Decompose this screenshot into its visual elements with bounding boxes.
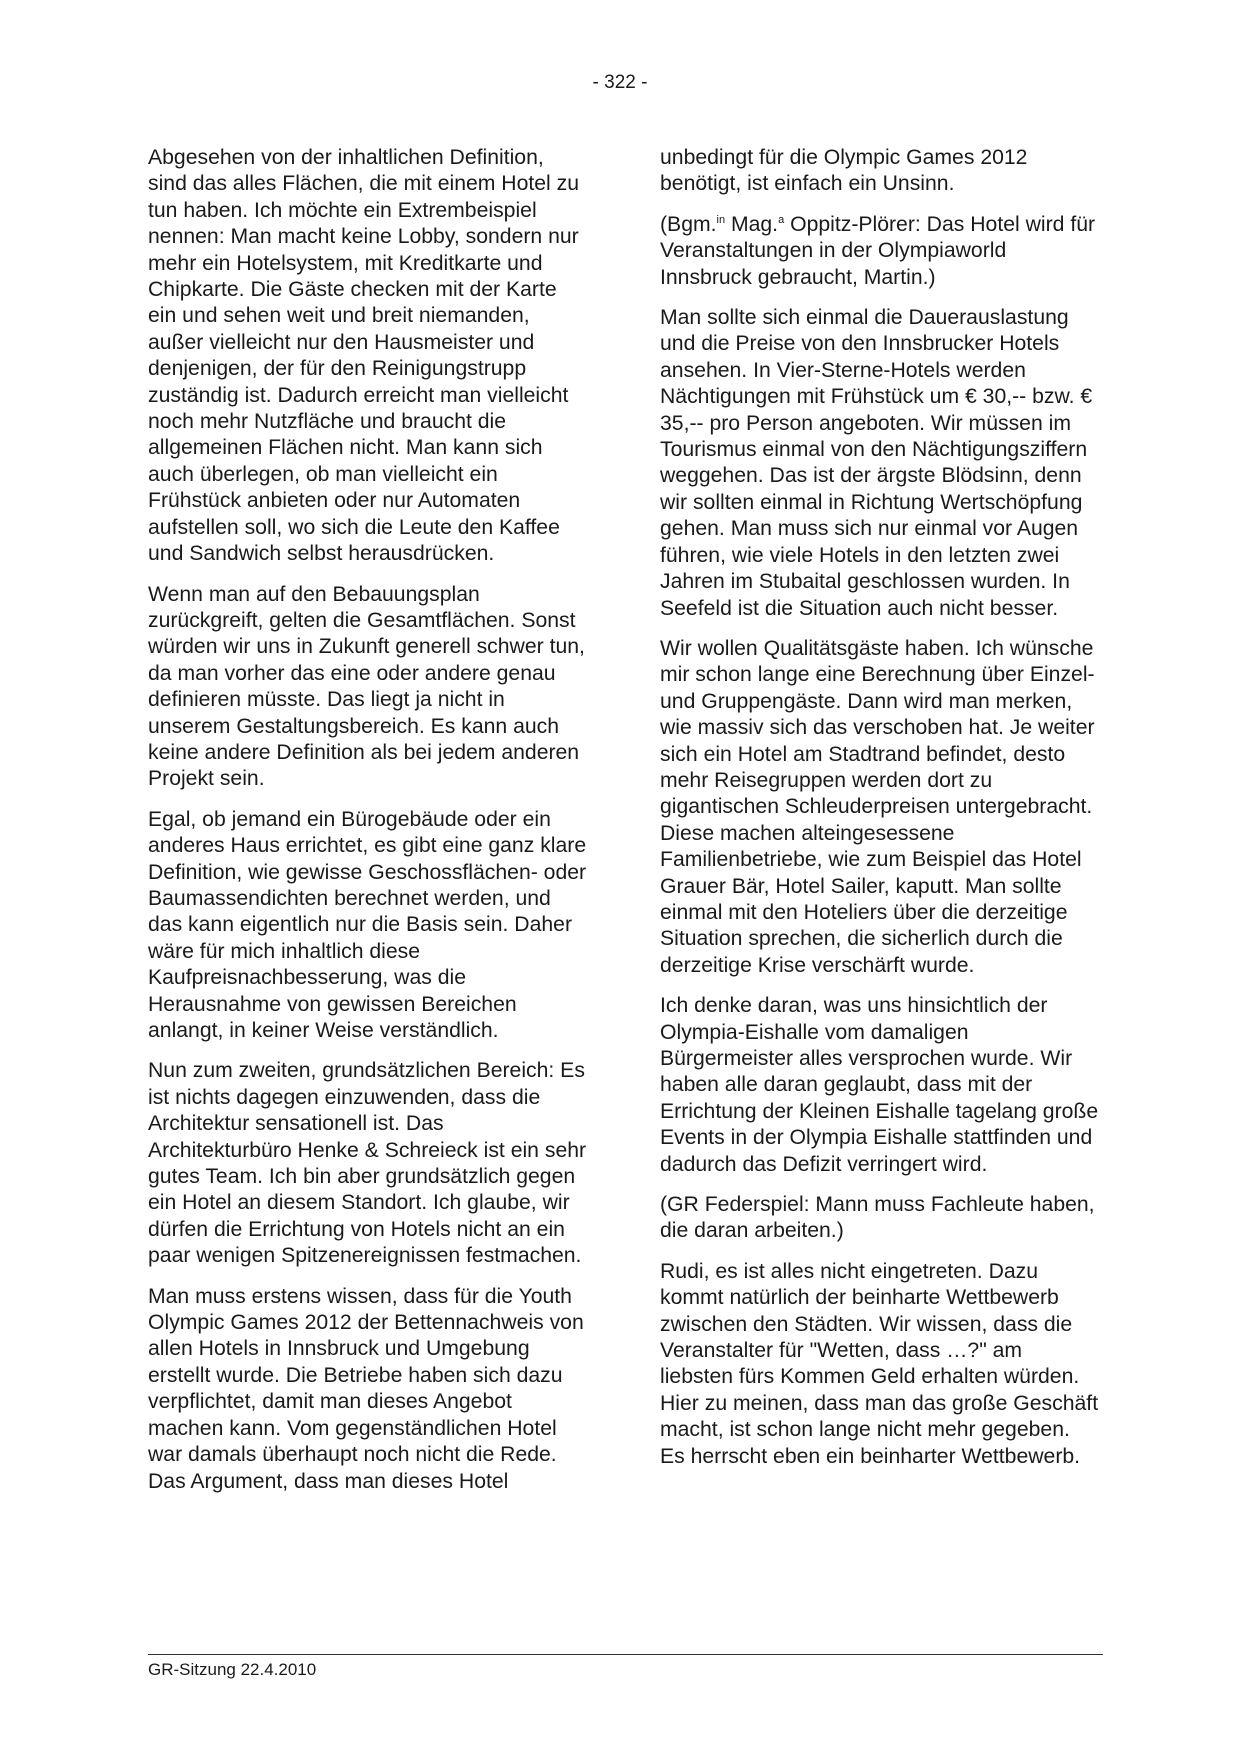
interjection-text: (Bgm. — [660, 212, 717, 236]
right-column — [660, 145, 1100, 1484]
paragraph: Man muss erstens wissen, dass für die Youth Olympic Games 2012 der Bettennachweis von allen Hotels in Innsbruck und Umgebung erstellt wurde. Die Betriebe haben sich dazu verpflichtet, damit man dieses Angebot machen kann. Vom gegenständlichen Hotel war damals überhaupt noch nicht die Rede. Das Argument, dass man dieses Hotel — [148, 1284, 584, 1493]
paragraph: Abgesehen von der inhaltlichen Definition, sind das alles Flächen, die mit einem Hotel zu tun haben. Ich möchte ein Extrembeispiel nennen: Man macht keine Lobby, sondern nur mehr ein Hotelsystem, mit Kreditkarte und Chipkarte. Die Gäste checken mit der Karte ein und sehen weit und breit niemanden, außer vielleicht nur den Hausmeister und denjenigen, der für den Reinigungstrupp zuständig ist. Dadurch erreicht man vielleicht noch mehr Nutzfläche und braucht die allgemeinen Flächen nicht. Man kann sich auch überlegen, ob man vielleicht ein Frühstück anbieten oder nur Automaten aufstellen soll, wo sich die Leute den Kaffee und Sandwich selbst herausdrücken. — [148, 146, 580, 566]
interjection-paragraph — [660, 212, 1100, 291]
footer-text: GR-Sitzung 22.4.2010 — [148, 1660, 317, 1679]
paragraph: Wir wollen Qualitätsgäste haben. Ich wünsche mir schon lange eine Berechnung über Einzel- und Gruppengäste. Dann wird man merken, wie massiv sich das verschoben hat. Je weiter sich ein Hotel am Stadtrand befindet, desto mehr Reisegruppen werden dort zu gigantischen Schleuderpreisen untergebracht. Diese machen alteingesessene Familienbetriebe, wie zum Beispiel das Hotel Grauer Bär, Hotel Sailer, kaputt. Man sollte einmal mit den Hoteliers über die derzeitige Situation sprechen, die sicherlich durch die derzeitige Krise verschärft wurde. — [660, 636, 1095, 977]
interjection-text: Mag. — [725, 212, 779, 236]
page-number: - 322 - — [592, 72, 648, 93]
paragraph: unbedingt für die Olympic Games 2012 benötigt, ist einfach ein Unsinn. — [660, 146, 1028, 196]
paragraph: Ich denke daran, was uns hinsichtlich der Olympia-Eishalle vom damaligen Bürgermeister alles versprochen wurde. Wir haben alle daran geglaubt, dass mit der Errichtung der Kleinen Eishalle tagelang große Events in der Olympia Eishalle stattfinden und dadurch das Defizit verringert wird. — [660, 994, 1099, 1176]
paragraph: Man sollte sich einmal die Dauerauslastung und die Preise von den Innsbrucker Hotels ansehen. In Vier-Sterne-Hotels werden Nächtigungen mit Frühstück um € 30,-- bzw. € 35,-- pro Person angeboten. Wir müssen im Tourismus einmal von den Nächtigungsziffern weggehen. Das ist der ärgste Blödsinn, denn wir sollten einmal in Richtung Wertschöpfung gehen. Man muss sich nur einmal vor Augen führen, wie viele Hotels in den letzten zwei Jahren im Stubaital geschlossen wurden. In Seefeld ist die Situation auch nicht besser. — [660, 306, 1093, 620]
left-column — [148, 145, 588, 1509]
paragraph: Egal, ob jemand ein Bürogebäude oder ein anderes Haus errichtet, es gibt eine ganz klare Definition, wie gewisse Geschossflächen- oder Baumassendichten berechnet werden, und das kann eigentlich nur die Basis sein. Daher wäre für mich inhaltlich diese Kaufpreisnachbesserung, was die Herausnahme von gewissen Bereichen anlangt, in keiner Weise verständlich. — [148, 807, 587, 1042]
interjection-paragraph: (GR Federspiel: Mann muss Fachleute haben, die daran arbeiten.) — [660, 1193, 1095, 1243]
paragraph: Wenn man auf den Bebauungsplan zurückgreift, gelten die Gesamtflächen. Sonst würden wir uns in Zukunft generell schwer tun, da man vorher das eine oder andere genau definieren müsste. Das liegt ja nicht in unserem Gestaltungsbereich. Es kann auch keine andere Definition als bei jedem anderen Projekt sein. — [148, 582, 585, 791]
superscript: in — [716, 213, 726, 226]
paragraph: Nun zum zweiten, grundsätzlichen Bereich: Es ist nichts dagegen einzuwenden, dass die Architektur sensationell ist. Das Architekturbüro Henke & Schreieck ist ein sehr gutes Team. Ich bin aber grundsätzlich gegen ein Hotel an diesem Standort. Ich glaube, wir dürfen die Errichtung von Hotels nicht an ein paar wenigen Spitzenereignissen festmachen. — [148, 1059, 587, 1268]
footer-divider — [148, 1654, 1103, 1655]
paragraph: Rudi, es ist alles nicht eingetreten. Dazu kommt natürlich der beinharte Wettbewerb zwischen den Städten. Wir wissen, dass die Veranstalter für "Wetten, dass …?" am liebsten fürs Kommen Geld erhalten würden. Hier zu meinen, dass man das große Geschäft macht, ist schon lange nicht mehr gegeben. Es herrscht eben ein beinharter Wettbewerb. — [660, 1259, 1099, 1468]
interjection-text: Oppitz-Plörer: Das Hotel wird für Veranstaltungen in der Olympiaworld Innsbruck gebraucht, Martin.) — [660, 212, 1096, 289]
superscript: a — [778, 213, 785, 226]
